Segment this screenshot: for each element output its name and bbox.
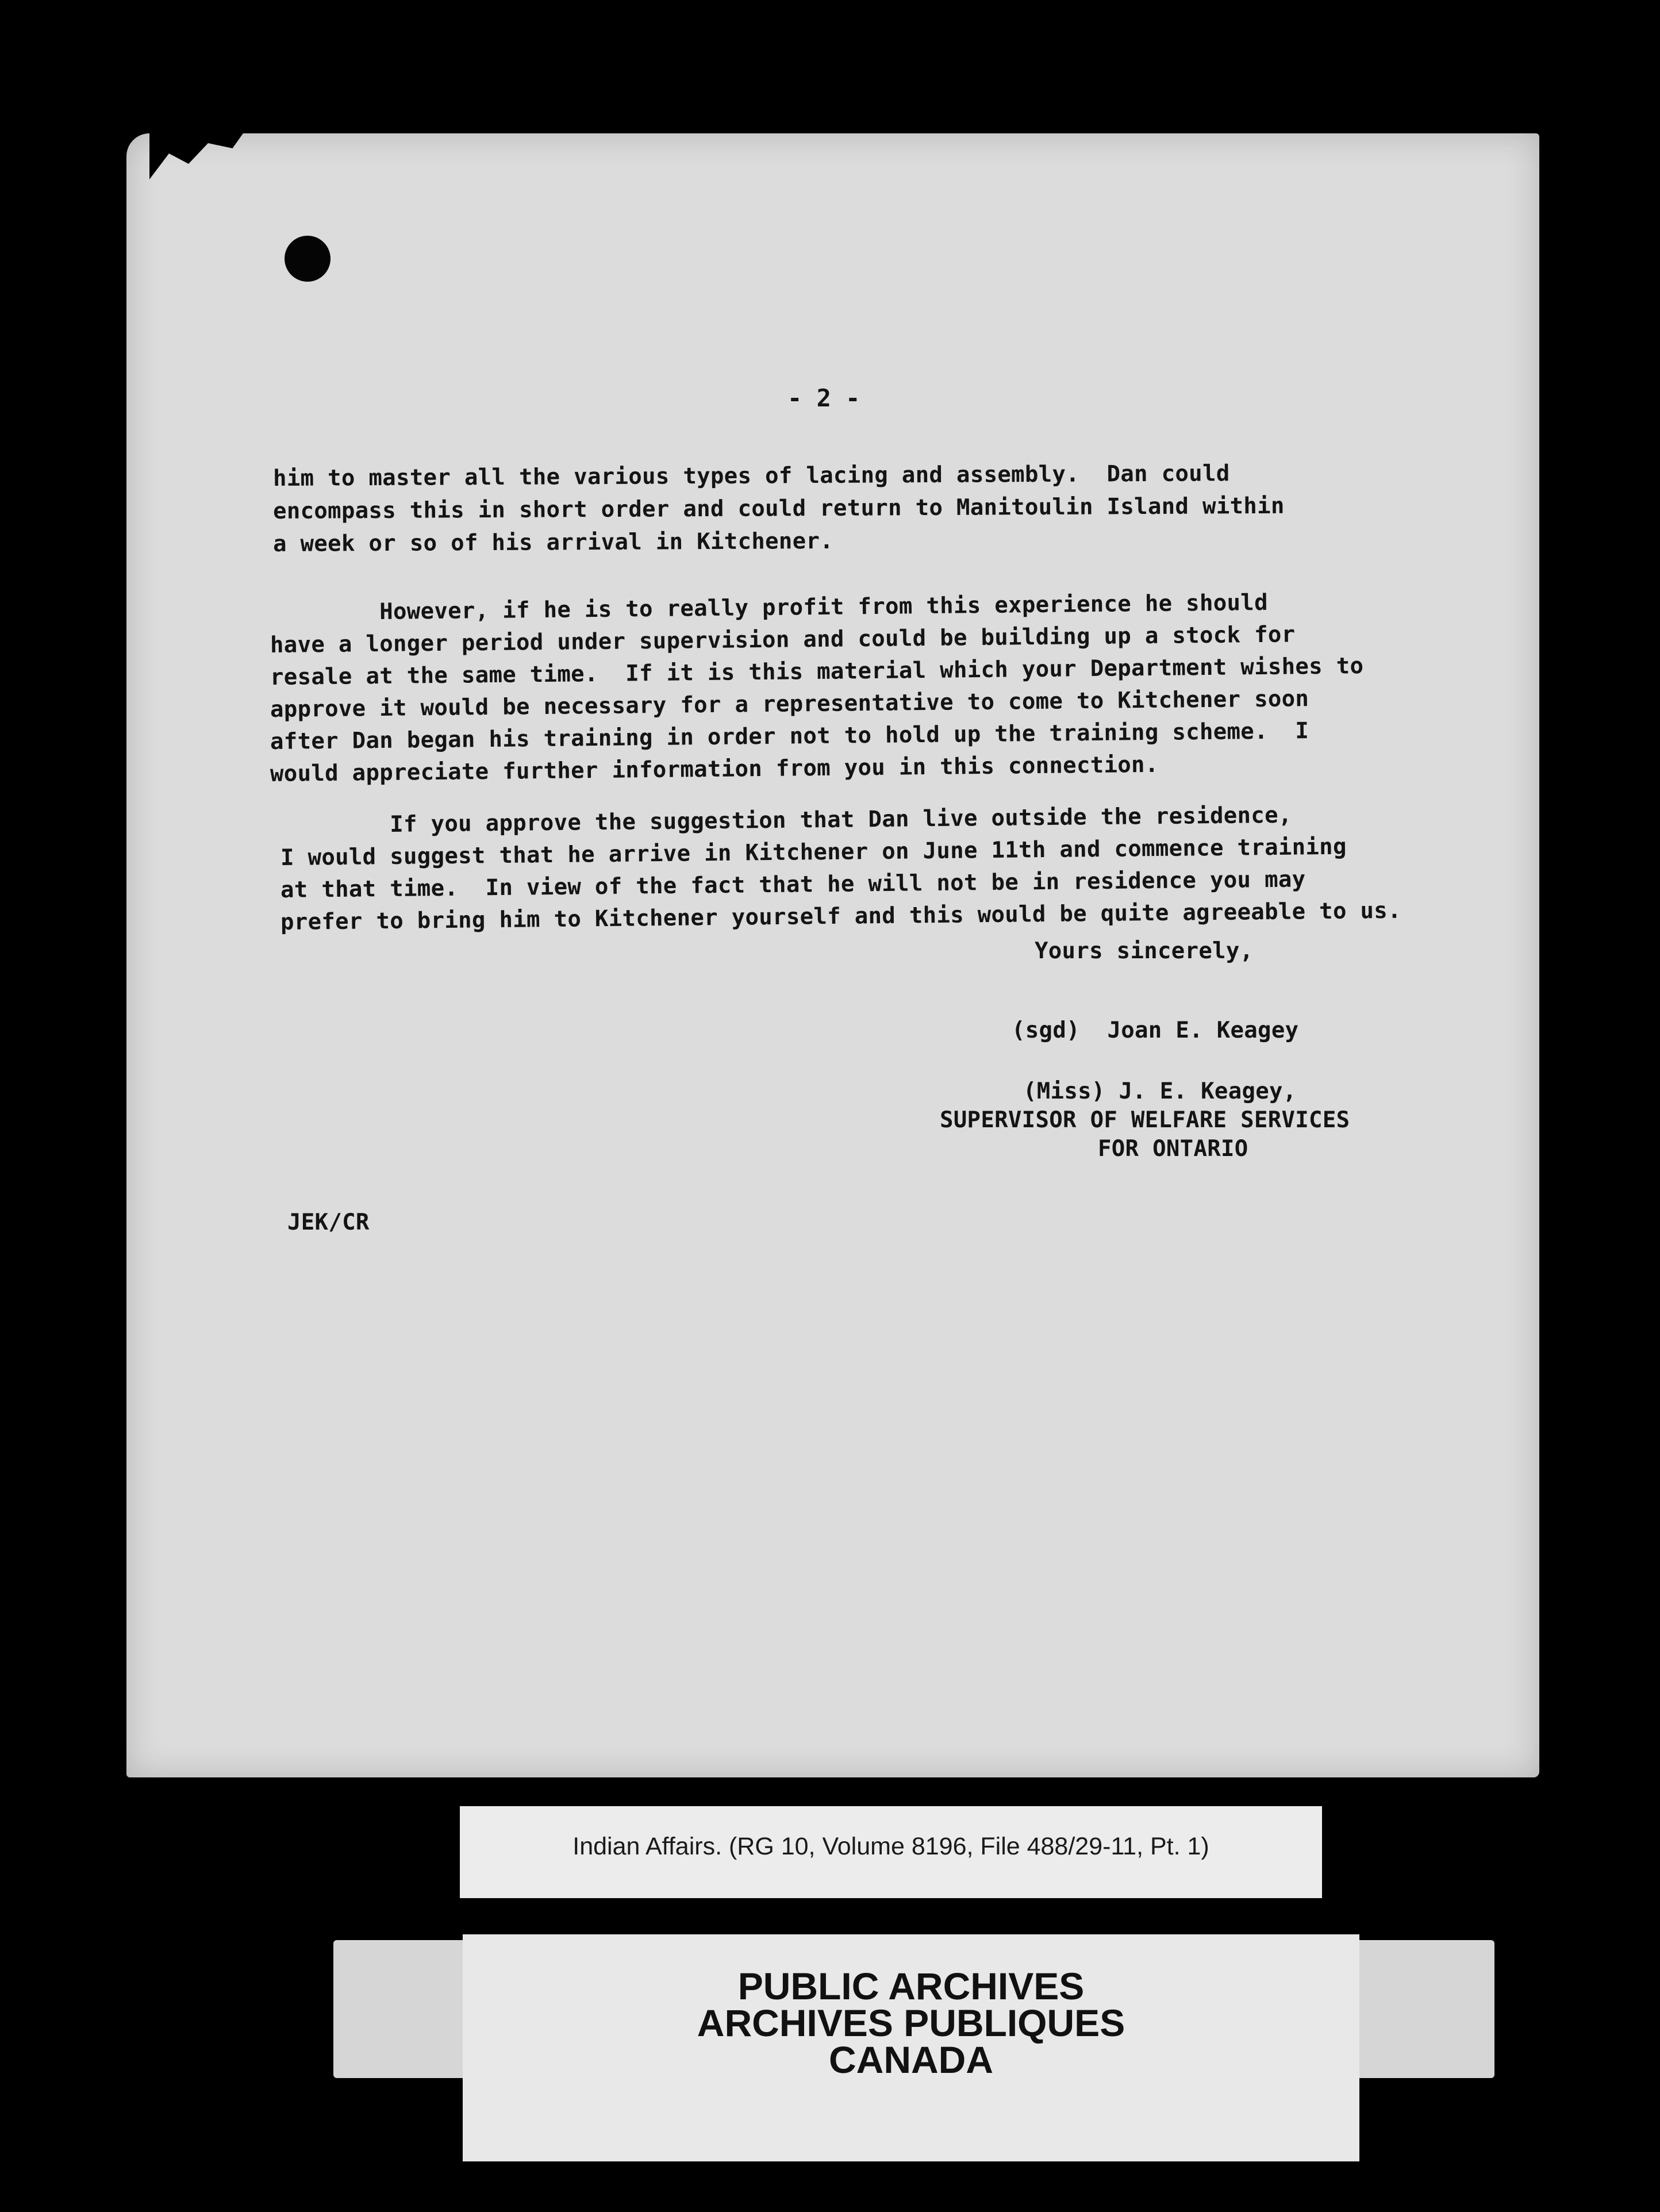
paragraph-1-line: him to master all the various types of lacing and assembly. Dan could xyxy=(272,460,1230,491)
typist-initials: JEK/CR xyxy=(287,1209,370,1235)
paragraph-3-line: at that time. In view of the fact that he will not be in residence you may xyxy=(280,866,1306,903)
archives-stamp-line: ARCHIVES PUBLIQUES xyxy=(697,2002,1125,2044)
paragraph-1-line: a week or so of his arrival in Kitchener. xyxy=(272,528,834,557)
archives-stamp-panel xyxy=(463,1934,1359,2161)
signature: (sgd) Joan E. Keagey xyxy=(1012,1017,1299,1043)
punch-hole xyxy=(285,236,331,282)
torn-corner xyxy=(149,128,247,179)
page-number: - 2 - xyxy=(787,384,860,412)
paragraph-2-line: would appreciate further information from you in this connection. xyxy=(270,751,1159,787)
signer-title: SUPERVISOR OF WELFARE SERVICES xyxy=(940,1107,1350,1133)
paragraph-3-line: prefer to bring him to Kitchener yourself and this would be quite agreeable to us. xyxy=(280,897,1402,935)
paragraph-2-line: after Dan began his training in order not to hold up the training scheme. I xyxy=(270,718,1309,755)
archives-stamp-line: CANADA xyxy=(829,2038,993,2081)
closing: Yours sincerely, xyxy=(1035,938,1254,964)
archival-reference-text: Indian Affairs. (RG 10, Volume 8196, File 488/29-11, Pt. 1) xyxy=(572,1833,1209,1860)
paragraph-3-line: If you approve the suggestion that Dan live outside the residence, xyxy=(280,802,1292,839)
archival-reference-label xyxy=(460,1806,1322,1898)
paragraph-2-line: resale at the same time. If it is this material which your Department wishes to xyxy=(270,653,1364,690)
signer-name: (Miss) J. E. Keagey, xyxy=(1023,1078,1297,1104)
paragraph-3-line: I would suggest that he arrive in Kitchener on June 11th and commence training xyxy=(280,834,1347,871)
paragraph-2-line: have a longer period under supervision and could be building up a stock for xyxy=(270,621,1296,658)
paragraph-2-line: However, if he is to really profit from this experience he should xyxy=(270,589,1269,626)
archives-stamp-line: PUBLIC ARCHIVES xyxy=(737,1965,1085,2007)
paragraph-1-line: encompass this in short order and could return to Manitoulin Island within xyxy=(272,493,1285,524)
archives-stamp xyxy=(333,1940,1494,2081)
paragraph-2-line: approve it would be necessary for a representative to come to Kitchener soon xyxy=(270,686,1309,723)
letter-page xyxy=(126,133,1539,1777)
signer-title: FOR ONTARIO xyxy=(1098,1136,1248,1162)
